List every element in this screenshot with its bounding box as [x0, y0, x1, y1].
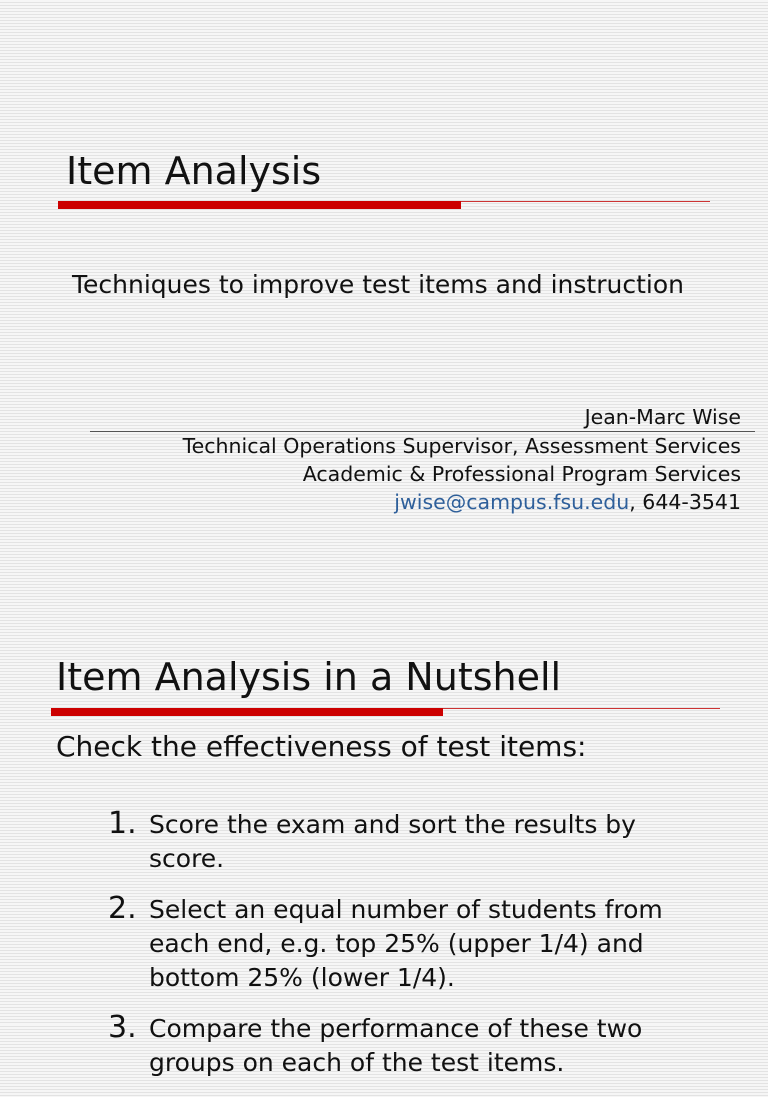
- step-text: Compare the performance of these two groups on each of the test items.: [149, 1014, 643, 1077]
- title-thin-rule: [443, 708, 720, 709]
- title-thin-rule: [461, 201, 710, 202]
- author-email-link[interactable]: jwise@campus.fsu.edu: [394, 490, 630, 514]
- step-number: 1.: [108, 806, 137, 841]
- author-contact: [394, 488, 741, 516]
- step-text: Score the exam and sort the results by score.: [149, 810, 636, 873]
- slide-nutshell: [0, 600, 768, 1077]
- slide-subtitle: Techniques to improve test items and instruction: [72, 270, 684, 299]
- slide-title-heading: Item Analysis: [66, 149, 322, 193]
- slide-nutshell-heading: Item Analysis in a Nutshell: [56, 655, 562, 699]
- author-phone: , 644-3541: [629, 490, 741, 514]
- list-item: [108, 808, 668, 876]
- step-number: 3.: [108, 1010, 137, 1045]
- slide-intro-text: Check the effectiveness of test items:: [56, 730, 587, 763]
- steps-list: [108, 808, 668, 1097]
- title-accent-rule: [58, 201, 461, 209]
- author-department: Academic & Professional Program Services: [302, 462, 741, 486]
- title-accent-rule: [51, 708, 443, 716]
- step-number: 2.: [108, 891, 137, 926]
- step-text: Select an equal number of students from each end, e.g. top 25% (upper 1/4) and bottom 25% (lower 1/4).: [149, 895, 663, 992]
- list-item: [108, 1012, 668, 1080]
- author-job-title: Technical Operations Supervisor, Assessment Services: [182, 434, 741, 458]
- list-item: [108, 893, 668, 995]
- author-name: Jean-Marc Wise: [584, 405, 741, 429]
